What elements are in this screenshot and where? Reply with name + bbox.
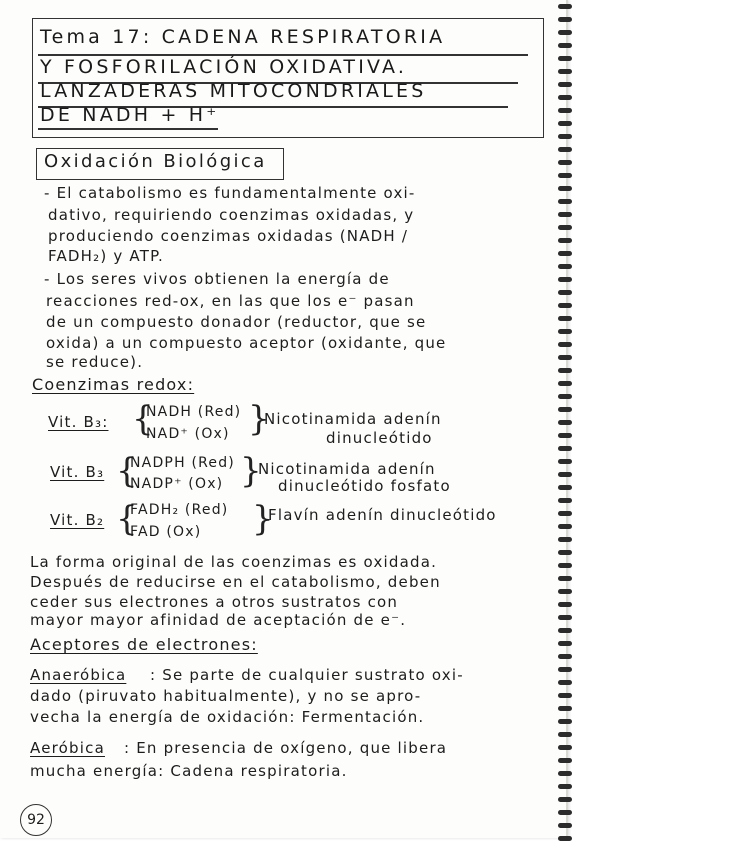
spiral-ring <box>558 602 572 607</box>
anaerobica-line-3: vecha la energía de oxidación: Fermentación. <box>30 708 425 726</box>
spiral-ring <box>558 342 572 347</box>
spiral-ring <box>558 485 572 490</box>
spiral-ring <box>558 758 572 763</box>
coenzima-3-ox: FAD (Ox) <box>130 524 202 540</box>
spiral-ring <box>558 589 572 594</box>
paragraph2-line-2: reacciones red-ox, en las que los e⁻ pasan <box>46 292 415 310</box>
spiral-ring <box>558 836 572 841</box>
spiral-ring <box>558 56 572 61</box>
spiral-ring <box>558 329 572 334</box>
coenzima-1-left-brace: { <box>132 399 154 439</box>
paragraph3-line-3: ceder sus electrones a otros sustratos con <box>30 593 399 611</box>
paragraph2-line-3: de un compuesto donador (reductor, que se <box>46 313 427 331</box>
spiral-ring <box>558 641 572 646</box>
spiral-ring <box>558 303 572 308</box>
paragraph1-line-3: produciendo coenzimas oxidadas (NADH / <box>48 227 409 245</box>
spiral-ring <box>558 199 572 204</box>
coenzima-2-ox: NADP⁺ (Ox) <box>130 476 224 492</box>
coenzima-2-red: NADPH (Red) <box>130 455 235 471</box>
spiral-ring <box>558 186 572 191</box>
spiral-ring <box>558 4 572 9</box>
coenzima-1-desc-1: Nicotinamida adenín <box>264 410 442 428</box>
title-line-4: DE NADH + H⁺ <box>40 104 220 126</box>
title-underline-4 <box>38 128 218 130</box>
spiral-ring <box>558 667 572 672</box>
coenzima-1-desc-2: dinucleótido <box>326 429 433 447</box>
spiral-ring <box>558 537 572 542</box>
spiral-ring <box>558 654 572 659</box>
page-number: 92 <box>20 804 52 836</box>
spiral-ring <box>558 225 572 230</box>
spiral-ring <box>558 563 572 568</box>
spiral-ring <box>558 459 572 464</box>
title-line-3: LANZADERAS MITOCONDRIALES <box>40 80 427 102</box>
spiral-ring <box>558 680 572 685</box>
spiral-ring <box>558 745 572 750</box>
spiral-ring <box>558 368 572 373</box>
spiral-ring <box>558 290 572 295</box>
spiral-ring <box>558 381 572 386</box>
coenzima-3-desc-1: Flavín adenín dinucleótido <box>268 506 497 524</box>
spiral-ring <box>558 147 572 152</box>
coenzima-2-desc-1: Nicotinamida adenín <box>258 460 436 478</box>
coenzima-3-red: FADH₂ (Red) <box>130 502 229 518</box>
spiral-ring <box>558 511 572 516</box>
spiral-ring <box>558 121 572 126</box>
spiral-ring <box>558 524 572 529</box>
spiral-ring <box>558 693 572 698</box>
spiral-ring <box>558 823 572 828</box>
spiral-ring <box>558 771 572 776</box>
paragraph2-line-4: oxida) a un compuesto aceptor (oxidante, que <box>46 334 447 352</box>
spiral-ring <box>558 810 572 815</box>
spiral-ring <box>558 706 572 711</box>
spiral-ring <box>558 446 572 451</box>
anaerobica-line-1: : Se parte de cualquier sustrato oxi- <box>150 666 464 684</box>
spiral-ring <box>558 17 572 22</box>
coenzima-2-right-brace: } <box>240 451 262 491</box>
coenzima-1-red: NADH (Red) <box>146 404 242 420</box>
coenzima-2-left-brace: { <box>116 451 138 491</box>
spiral-ring <box>558 498 572 503</box>
spiral-ring <box>558 394 572 399</box>
spiral-ring <box>558 615 572 620</box>
aerobica-label: Aeróbica <box>30 739 105 757</box>
spiral-ring <box>558 628 572 633</box>
spiral-ring <box>558 719 572 724</box>
coenzima-2-vitamin: Vit. B₃ <box>50 463 105 481</box>
spiral-ring <box>558 550 572 555</box>
anaerobica-line-2: dado (piruvato habitualmente), y no se apro- <box>30 687 422 705</box>
spiral-ring <box>558 277 572 282</box>
spiral-ring <box>558 108 572 113</box>
spiral-ring <box>558 316 572 321</box>
coenzima-3-left-brace: { <box>116 499 138 539</box>
paragraph3-line-2: Después de reducirse en el catabolismo, deben <box>30 573 441 591</box>
spiral-ring <box>558 576 572 581</box>
coenzima-1-right-brace: } <box>248 399 270 439</box>
aerobica-line-1: : En presencia de oxígeno, que libera <box>124 739 448 757</box>
coenzima-3-vitamin: Vit. B₂ <box>50 511 105 529</box>
spiral-ring <box>558 251 572 256</box>
paragraph1-line-4: FADH₂) y ATP. <box>48 247 164 265</box>
paragraph3-line-4: mayor mayor afinidad de aceptación de e⁻. <box>30 611 407 629</box>
spiral-ring <box>558 797 572 802</box>
spiral-ring <box>558 95 572 100</box>
aerobica-line-2: mucha energía: Cadena respiratoria. <box>30 762 348 780</box>
paragraph1-line-1: - El catabolismo es fundamentalmente oxi- <box>44 184 416 202</box>
coenzima-1-vitamin: Vit. B₃: <box>48 413 109 431</box>
spiral-ring <box>558 30 572 35</box>
coenzimas-heading: Coenzimas redox: <box>32 375 195 394</box>
spiral-ring <box>558 472 572 477</box>
spiral-ring <box>558 420 572 425</box>
spiral-ring <box>558 433 572 438</box>
spiral-ring <box>558 82 572 87</box>
spiral-ring <box>558 238 572 243</box>
spiral-ring <box>558 173 572 178</box>
coenzima-2-desc-2: dinucleótido fosfato <box>278 477 451 495</box>
spiral-ring <box>558 134 572 139</box>
aceptores-heading: Aceptores de electrones: <box>30 635 258 654</box>
paragraph1-line-2: dativo, requiriendo coenzimas oxidadas, y <box>48 206 415 224</box>
paragraph2-line-1: - Los seres vivos obtienen la energía de <box>44 270 390 288</box>
spiral-ring <box>558 69 572 74</box>
spiral-ring <box>558 732 572 737</box>
paragraph2-line-5: se reduce). <box>46 353 144 371</box>
title-line-2: Y FOSFORILACIÓN OXIDATIVA. <box>40 56 408 78</box>
title-line-1: Tema 17: CADENA RESPIRATORIA <box>40 26 446 48</box>
spiral-ring <box>558 43 572 48</box>
paragraph3-line-1: La forma original de las coenzimas es oxidada. <box>30 553 438 571</box>
spiral-ring <box>558 212 572 217</box>
spiral-ring <box>558 784 572 789</box>
coenzima-1-ox: NAD⁺ (Ox) <box>146 426 230 442</box>
spiral-ring <box>558 355 572 360</box>
coenzima-3-right-brace: } <box>252 499 274 539</box>
spiral-ring <box>558 407 572 412</box>
anaerobica-label: Anaeróbica <box>30 666 127 684</box>
spiral-ring <box>558 160 572 165</box>
section-title: Oxidación Biológica <box>44 151 267 172</box>
spiral-binding <box>558 0 574 848</box>
spiral-ring <box>558 264 572 269</box>
